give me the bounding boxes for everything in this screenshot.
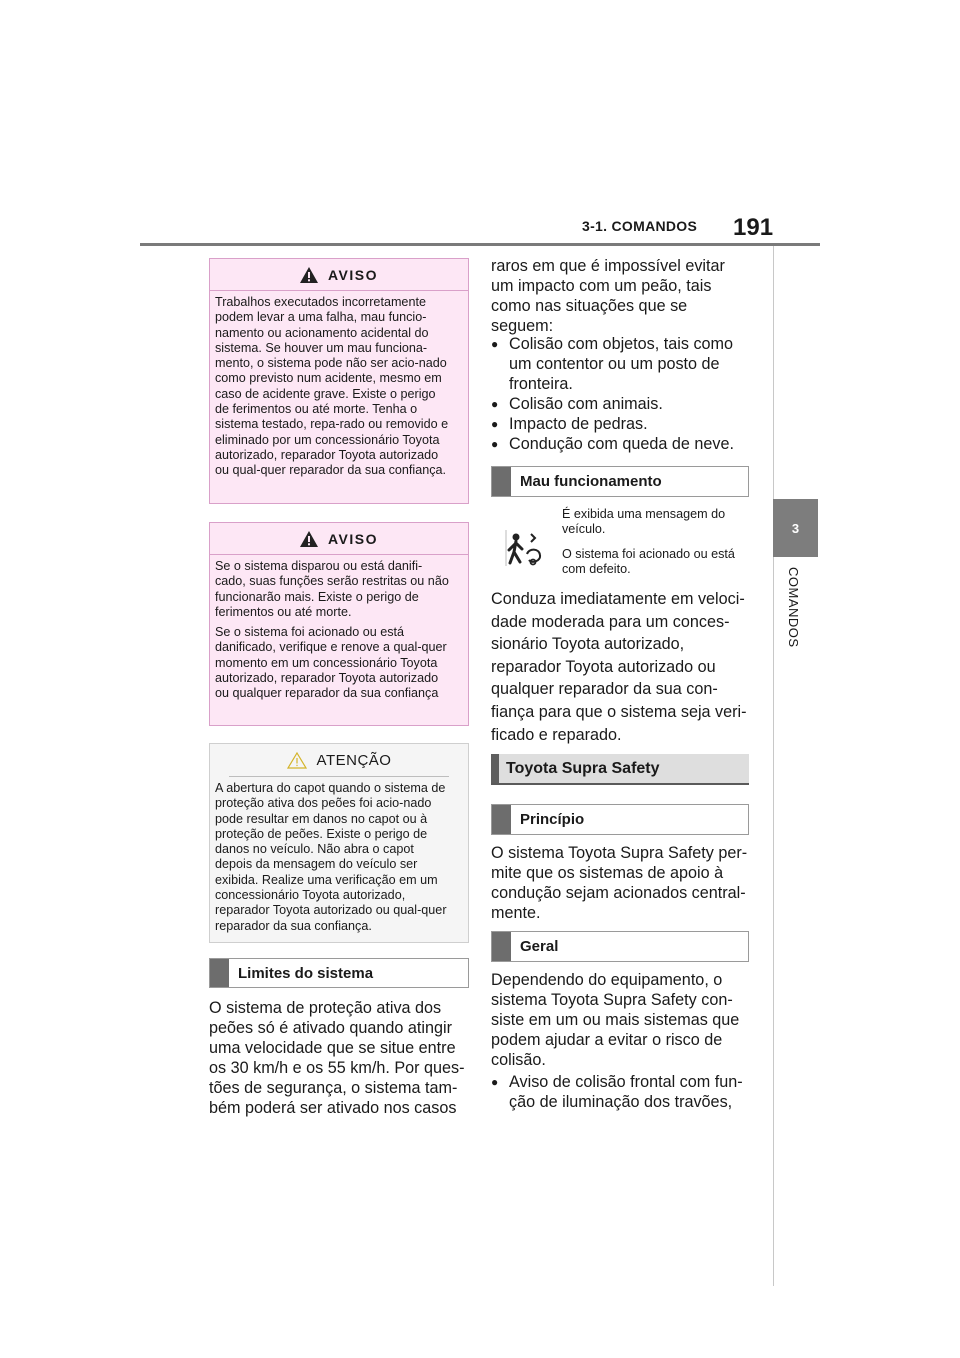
heading-text: Geral [520,938,559,955]
section-heading-geral [491,931,749,962]
paragraph: Dependendo do equipamento, o sistema Toyota Supra Safety con-siste em um ou mais sistemas que podem ajudar a evitar o risco de colisão. [491,971,740,1069]
heading-text: Mau funcionamento [520,473,662,490]
warning-icon [300,531,318,547]
section-heading-limites [209,958,469,988]
paragraph: O sistema de proteção ativa dos peões só é ativado quando atingir uma velocidade que se situe entre os 30 km/h e os 55 km/h. Por ques-tões de segurança, o sistema tam-bém poderá ser ativado nos casos [209,999,465,1117]
bullet-item: ● Colisão com objetos, tais como um contentor ou um posto de fronteira. [491,334,749,394]
limites-text [209,998,471,1118]
warning-text-2: Se o sistema foi acionado ou está danificado, verifique e renove a qual-quer momento em um concessionário Toyota autorizado, reparador Toyota autorizado ou qualquer reparador da sua confiança [215,625,447,701]
chapter-tab: 3 [773,499,818,557]
caution-title: ATENÇÃO [316,751,392,769]
caution-icon [287,752,307,769]
icon-description-2: O sistema foi acionado ou está com defeito. [562,547,735,576]
warning-text: Trabalhos executados incorretamente podem levar a uma falha, mau funcio-namento ou acionamento acidental do sistema. Se houver um mau funciona-mento, o sistema pode não ser acio-nado como previsto num acidente, mesmo em caso de acidente grave. Existe o perigo de ferimentos ou até morte. Tenha o sistema testado, repa-rado ou removido e eliminado por um concessionário Toyota autorizado, reparador Toyota autorizado ou qual-quer reparador da sua confiança. [215,295,449,478]
caution-text: A abertura do capot quando o sistema de proteção ativa dos peões foi acio-nado pode resultar em danos no capot ou à proteção de peões. Existe o perigo de danos no veículo. Não abra o capot depois da mensagem do veículo ser exibida. Realize uma verificação em um concessionário Toyota autorizado, reparador Toyota autorizado ou qual-quer reparador da sua confiança. [215,781,447,933]
bullet-item: ● Impacto de pedras. [491,414,749,434]
geral-text [491,970,741,1070]
header-rule [140,243,820,246]
warning-icon [300,267,318,283]
mau-funcionamento-text [491,588,753,746]
section-heading-supra-safety [491,754,749,785]
warning-box-2 [209,522,469,726]
icon-description-1: É exibida uma mensagem do veículo. [562,507,726,536]
caution-box [209,743,469,943]
section-title: 3-1. COMANDOS [582,218,698,234]
heading-text: Princípio [520,811,585,828]
limites-text-cont [491,256,741,336]
paragraph: raros em que é impossível evitar um impacto com um peão, tais como nas situações que se seguem: [491,257,725,335]
principio-text [491,843,753,923]
chapter-label: COMANDOS [786,567,801,648]
page-number: 191 [733,214,774,241]
section-heading-mau-funcionamento [491,466,749,497]
warning-title: AVISO [327,530,379,547]
paragraph: Conduza imediatamente em veloci-dade moderada para um conces-sionário Toyota autorizado, reparador Toyota autorizado ou qualquer reparador da sua con-fiança para que o sistema seja veri-ficado e reparado. [491,590,747,744]
bullet-item: ● Condução com queda de neve. [491,434,749,454]
pedestrian-protection-icon [505,528,545,568]
paragraph: O sistema Toyota Supra Safety per-mite que os sistemas de apoio à condução sejam acionados central-mente. [491,844,748,922]
side-divider [773,246,774,1286]
heading-text: Toyota Supra Safety [506,759,660,777]
warning-box-1 [209,258,469,504]
warning-text-1: Se o sistema disparou ou está danifi-cado, suas funções serão restritas ou não funcionarão mais. Existe o perigo de ferimentos ou até morte. [215,559,449,619]
warning-title: AVISO [327,266,379,283]
heading-text: Limites do sistema [238,964,374,982]
section-heading-principio [491,804,749,835]
bullet-item: ● Aviso de colisão frontal com fun-ção de iluminação dos travões, [491,1072,759,1112]
bullet-item: ● Colisão com animais. [491,394,749,414]
